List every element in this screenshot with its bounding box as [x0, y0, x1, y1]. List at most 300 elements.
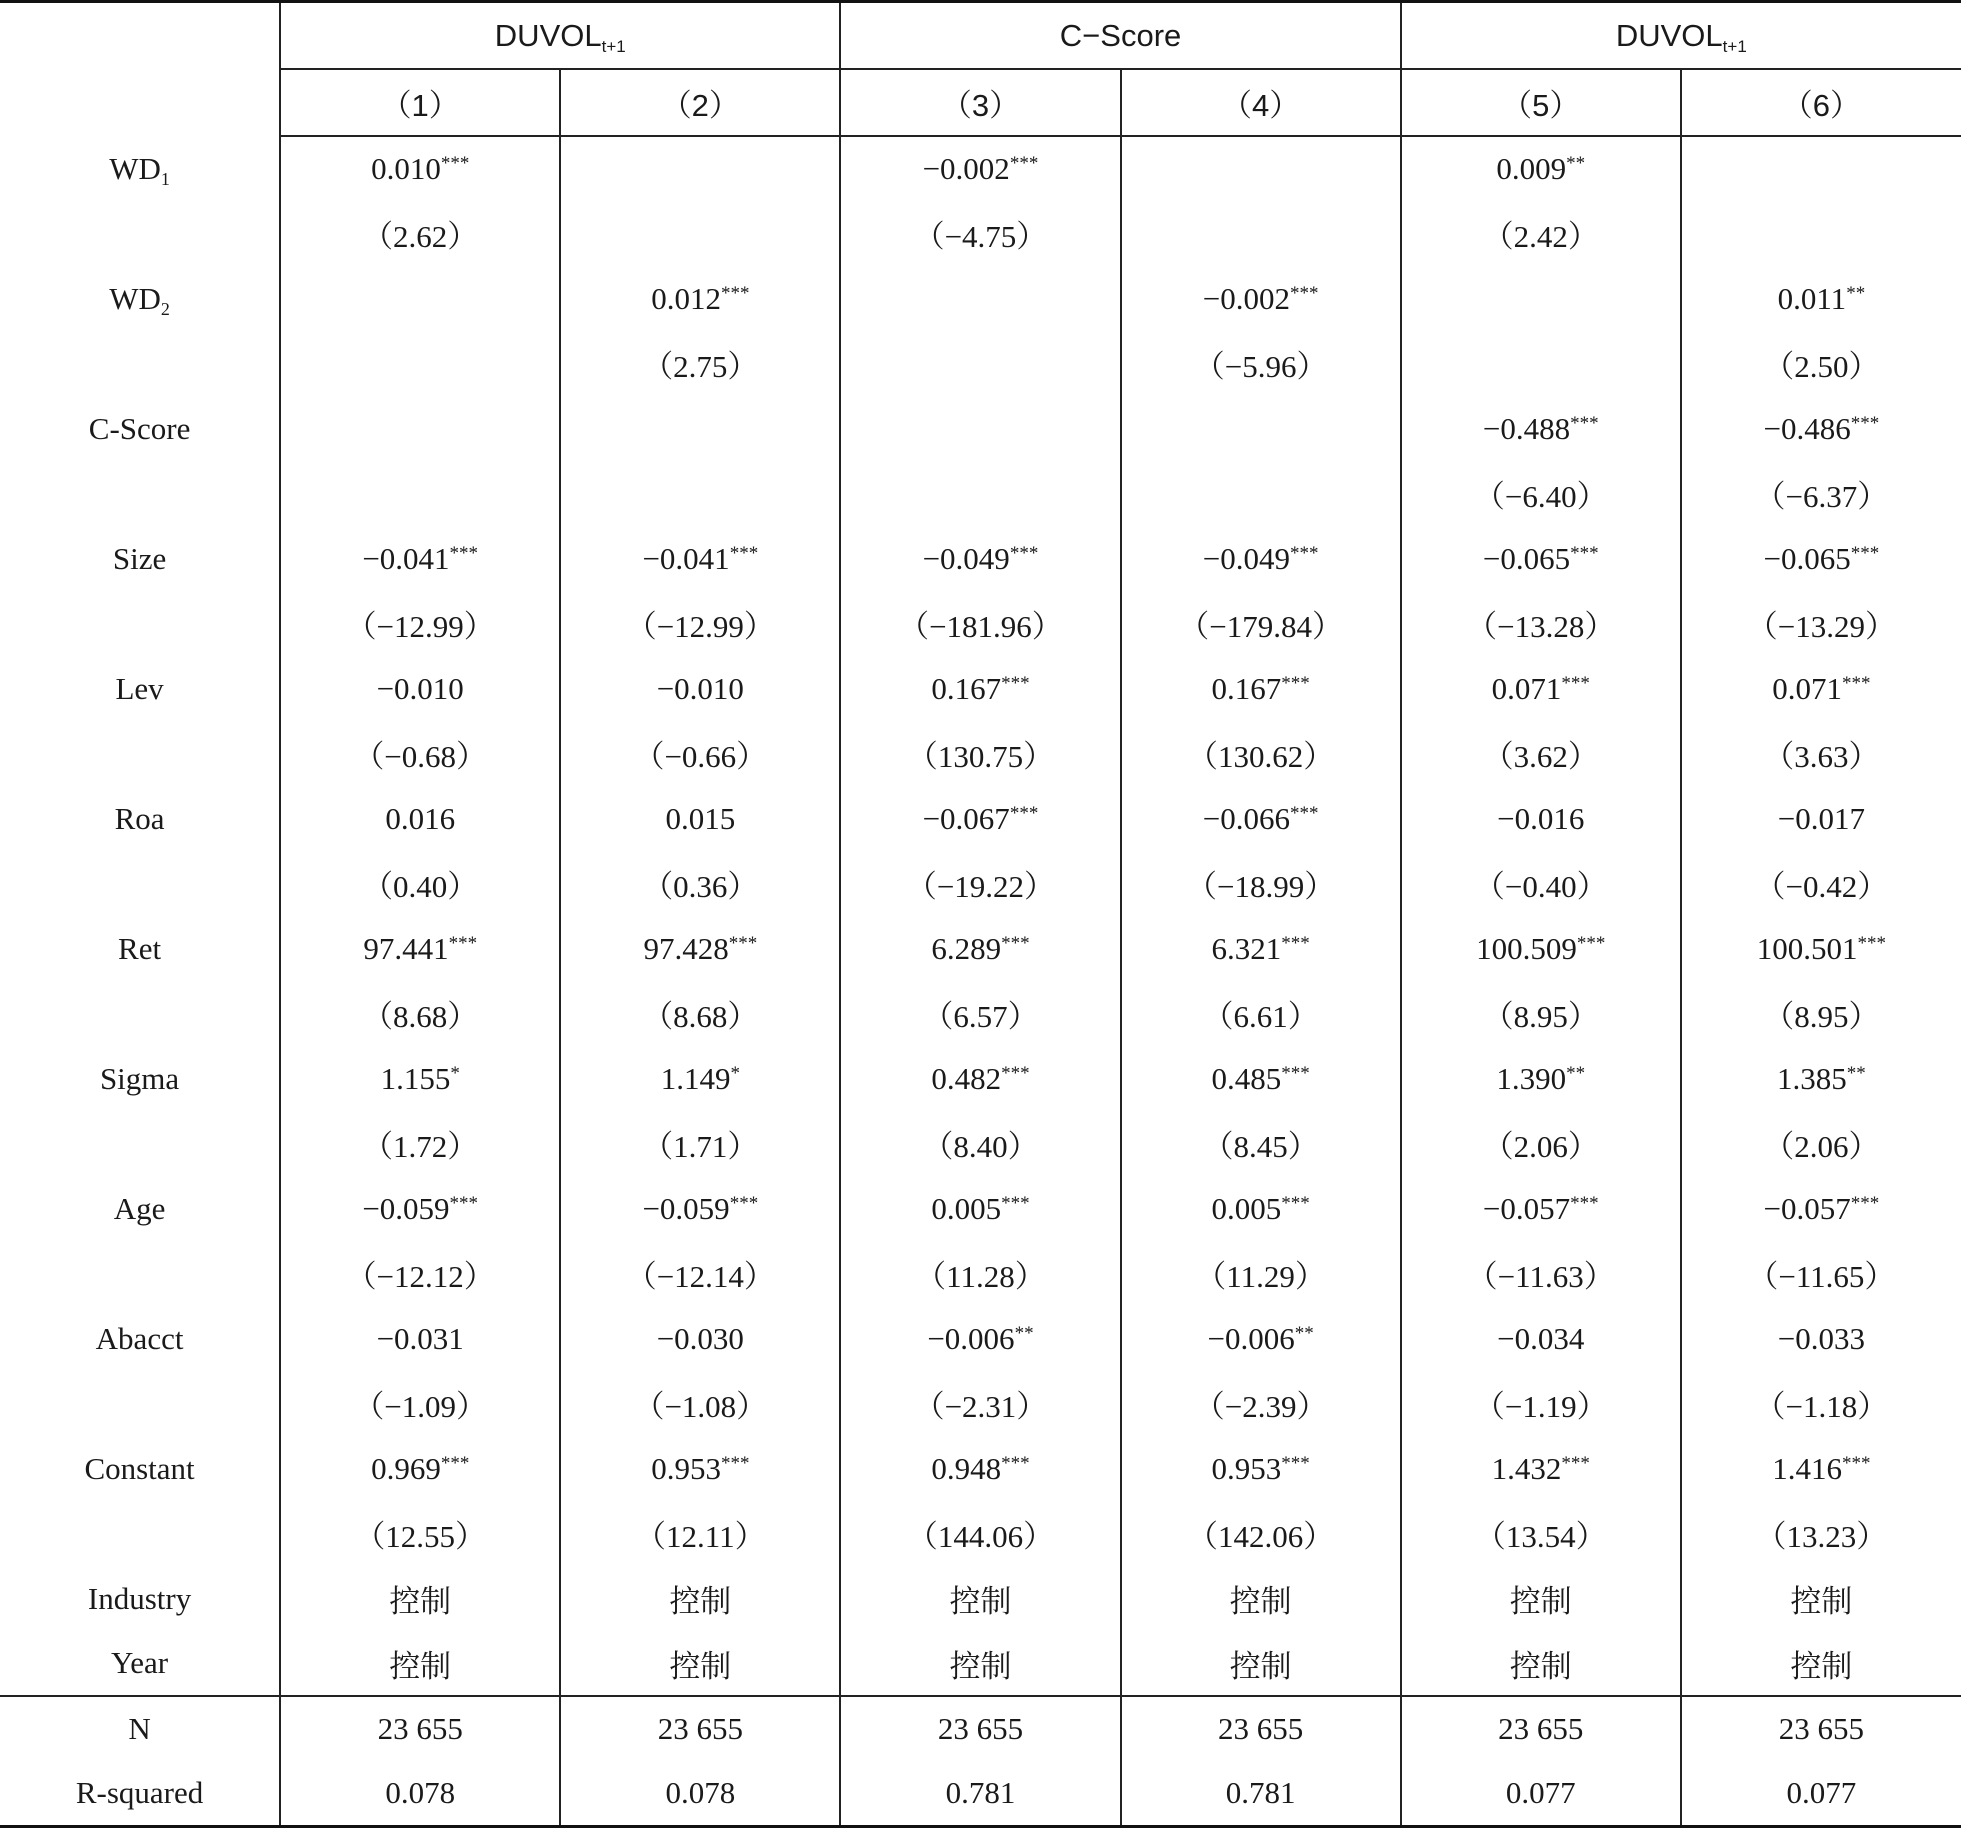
significance-stars: ***	[1001, 932, 1030, 954]
column-header: （6）	[1681, 69, 1961, 136]
t-stat-row	[0, 1501, 1961, 1566]
coef-cell	[560, 136, 840, 201]
stat-cell: 0.781	[840, 1761, 1120, 1826]
t-stat-cell: （12.11）	[560, 1501, 840, 1566]
coef-cell	[560, 526, 840, 591]
t-stat-cell	[560, 461, 840, 526]
coef-value: 0.948	[931, 1450, 1002, 1486]
t-stat-cell: （−4.75）	[840, 201, 1120, 266]
coef-cell	[1681, 266, 1961, 331]
control-cell: 控制	[1401, 1566, 1681, 1631]
significance-stars: ***	[1289, 802, 1319, 824]
coef-cell	[280, 1046, 560, 1111]
coef-value: 6.289	[931, 930, 1002, 966]
row-label-empty	[0, 331, 280, 396]
column-header: （4）	[1121, 69, 1401, 136]
coef-value: −0.065	[1482, 540, 1571, 576]
t-stat-row	[0, 331, 1961, 396]
row-label-empty	[0, 201, 280, 266]
group-header-duvol-1: DUVOLt+1	[280, 2, 840, 70]
t-stat-cell: （2.42）	[1401, 201, 1681, 266]
t-stat-row	[0, 201, 1961, 266]
coef-cell	[840, 1046, 1120, 1111]
t-stat-cell: （−6.40）	[1401, 461, 1681, 526]
coef-cell	[840, 916, 1120, 981]
coef-value: 0.167	[1211, 670, 1282, 706]
coef-value: 6.321	[1211, 930, 1282, 966]
coef-value: 0.011	[1777, 280, 1847, 316]
coef-value: −0.041	[642, 540, 730, 576]
control-cell: 控制	[1401, 1631, 1681, 1696]
t-stat-cell	[1121, 201, 1401, 266]
significance-stars: ***	[449, 1192, 479, 1214]
t-stat-cell: （2.50）	[1681, 331, 1961, 396]
stat-cell: 0.077	[1681, 1761, 1961, 1826]
t-stat-cell: （1.72）	[280, 1111, 560, 1176]
column-header: （5）	[1401, 69, 1681, 136]
coef-cell	[1681, 656, 1961, 721]
coef-cell	[1121, 1046, 1401, 1111]
coef-cell	[840, 266, 1120, 331]
t-stat-row	[0, 1371, 1961, 1436]
t-stat-cell: （13.54）	[1401, 1501, 1681, 1566]
significance-stars: **	[1566, 1062, 1586, 1084]
row-label	[0, 786, 280, 851]
coef-cell	[1681, 396, 1961, 461]
t-stat-cell: （8.95）	[1401, 981, 1681, 1046]
row-label-text: C-Score	[88, 410, 191, 446]
stub-header	[0, 2, 280, 137]
row-label	[0, 1306, 280, 1371]
coef-cell	[840, 1176, 1120, 1241]
coef-value: −0.016	[1497, 800, 1585, 836]
t-stat-cell: （−0.68）	[280, 721, 560, 786]
significance-stars: ***	[1281, 1062, 1310, 1084]
coef-value: −0.065	[1763, 540, 1851, 576]
coef-cell	[1681, 1306, 1961, 1371]
coef-cell	[560, 1436, 840, 1501]
coef-row	[0, 526, 1961, 591]
row-label-empty	[0, 981, 280, 1046]
coef-value: −0.002	[1202, 280, 1290, 316]
coef-cell	[1401, 1046, 1681, 1111]
coef-value: −0.057	[1763, 1190, 1851, 1226]
significance-stars: ***	[720, 1452, 750, 1474]
coef-cell	[840, 1436, 1120, 1501]
row-label-text: Abacct	[95, 1320, 184, 1356]
significance-stars: **	[1846, 1062, 1866, 1084]
coef-value: −0.059	[642, 1190, 730, 1226]
row-label-text: Constant	[84, 1450, 195, 1486]
t-stat-row	[0, 1241, 1961, 1306]
significance-stars: ***	[449, 542, 479, 564]
t-stat-cell: （−2.31）	[840, 1371, 1120, 1436]
control-cell: 控制	[280, 1631, 560, 1696]
coef-cell	[1121, 396, 1401, 461]
t-stat-row	[0, 851, 1961, 916]
t-stat-row	[0, 721, 1961, 786]
coef-cell	[840, 526, 1120, 591]
row-label	[0, 656, 280, 721]
control-cell: 控制	[560, 1566, 840, 1631]
t-stat-cell: （−179.84）	[1121, 591, 1401, 656]
row-label-empty	[0, 1241, 280, 1306]
coef-cell	[1401, 136, 1681, 201]
coef-cell	[280, 1306, 560, 1371]
column-header: （2）	[560, 69, 840, 136]
significance-stars: ***	[1001, 1452, 1030, 1474]
row-label-text: Size	[112, 540, 167, 576]
row-label-text: Ret	[118, 930, 162, 966]
t-stat-cell: （130.75）	[840, 721, 1120, 786]
t-stat-row	[0, 461, 1961, 526]
coef-value: −0.002	[922, 151, 1010, 186]
significance-stars: ***	[1001, 672, 1030, 694]
significance-stars: **	[1014, 1322, 1034, 1344]
significance-stars: ***	[1001, 1192, 1030, 1214]
t-stat-cell: （144.06）	[840, 1501, 1120, 1566]
coef-row	[0, 136, 1961, 201]
coef-cell	[1121, 1306, 1401, 1371]
control-cell: 控制	[1681, 1631, 1961, 1696]
coef-cell	[1401, 916, 1681, 981]
coef-cell	[1401, 786, 1681, 851]
coef-cell	[840, 1306, 1120, 1371]
coef-value: 0.969	[371, 1450, 441, 1486]
row-label-empty	[0, 591, 280, 656]
coef-cell	[840, 396, 1120, 461]
coef-cell	[1121, 1436, 1401, 1501]
coef-cell	[280, 526, 560, 591]
coef-cell	[1681, 136, 1961, 201]
coef-cell	[1681, 526, 1961, 591]
t-stat-cell: （−0.66）	[560, 721, 840, 786]
control-cell: 控制	[1681, 1566, 1961, 1631]
t-stat-row	[0, 591, 1961, 656]
coef-cell	[1121, 656, 1401, 721]
coef-cell	[1401, 656, 1681, 721]
t-stat-cell	[1681, 201, 1961, 266]
coef-cell	[280, 916, 560, 981]
column-header: （3）	[840, 69, 1120, 136]
significance-stars: ***	[1570, 1192, 1599, 1214]
coef-value: 0.953	[651, 1450, 721, 1486]
t-stat-cell: （142.06）	[1121, 1501, 1401, 1566]
coef-value: 0.485	[1211, 1060, 1282, 1096]
stat-label: R-squared	[0, 1761, 280, 1826]
column-header-row	[0, 69, 1961, 136]
significance-stars: ***	[1281, 672, 1310, 694]
coef-value: 0.012	[651, 280, 721, 316]
coef-value: 1.385	[1777, 1060, 1847, 1096]
coef-cell	[560, 396, 840, 461]
significance-stars: ***	[1570, 542, 1599, 564]
stat-cell: 0.781	[1121, 1761, 1401, 1826]
row-label	[0, 1436, 280, 1501]
t-stat-cell: （−1.18）	[1681, 1371, 1961, 1436]
coef-value: −0.017	[1777, 800, 1865, 836]
t-stat-cell: （−2.39）	[1121, 1371, 1401, 1436]
row-label-text: Age	[113, 1190, 166, 1226]
coef-row	[0, 1176, 1961, 1241]
coef-value: 100.509	[1476, 930, 1577, 966]
coef-value: −0.010	[656, 670, 744, 706]
coef-cell	[1121, 1176, 1401, 1241]
t-stat-cell: （−1.08）	[560, 1371, 840, 1436]
stat-cell: 23 655	[560, 1696, 840, 1761]
t-stat-cell: （8.40）	[840, 1111, 1120, 1176]
coef-row	[0, 266, 1961, 331]
coef-cell	[280, 396, 560, 461]
significance-stars: ***	[1561, 672, 1590, 694]
t-stat-cell: （−13.28）	[1401, 591, 1681, 656]
coef-value: 1.416	[1772, 1450, 1843, 1486]
significance-stars: ***	[1009, 802, 1039, 824]
significance-stars: **	[1566, 153, 1586, 174]
coef-value: −0.059	[362, 1190, 450, 1226]
row-label	[0, 266, 280, 331]
coef-value: −0.006	[1207, 1320, 1295, 1356]
t-stat-cell: （−6.37）	[1681, 461, 1961, 526]
t-stat-cell: （1.71）	[560, 1111, 840, 1176]
row-label-empty	[0, 721, 280, 786]
significance-stars: ***	[1001, 1062, 1030, 1084]
t-stat-cell: （6.61）	[1121, 981, 1401, 1046]
coef-cell	[560, 1046, 840, 1111]
stat-cell: 23 655	[280, 1696, 560, 1761]
control-label: Year	[0, 1631, 280, 1696]
t-stat-cell: （11.29）	[1121, 1241, 1401, 1306]
coef-row	[0, 1046, 1961, 1111]
coef-value: 1.149	[660, 1060, 731, 1096]
t-stat-cell: （−1.09）	[280, 1371, 560, 1436]
coef-cell	[560, 916, 840, 981]
coef-cell	[1681, 786, 1961, 851]
t-stat-cell: （2.62）	[280, 201, 560, 266]
coef-value: 0.005	[931, 1190, 1002, 1226]
t-stat-cell: （−0.40）	[1401, 851, 1681, 916]
coef-cell	[1681, 1046, 1961, 1111]
significance-stars: ***	[720, 282, 750, 304]
row-label	[0, 1176, 280, 1241]
control-cell: 控制	[1121, 1566, 1401, 1631]
coef-cell	[560, 786, 840, 851]
coef-cell	[280, 786, 560, 851]
coef-cell	[280, 136, 560, 201]
coef-value: 100.501	[1756, 930, 1858, 966]
coef-value: −0.041	[362, 540, 450, 576]
stat-row	[0, 1761, 1961, 1826]
coef-cell	[560, 266, 840, 331]
row-label-text: WD	[109, 150, 161, 186]
t-stat-cell: （−12.99）	[280, 591, 560, 656]
t-stat-cell	[840, 461, 1120, 526]
t-stat-cell: （12.55）	[280, 1501, 560, 1566]
coef-value: 97.441	[363, 930, 449, 966]
group-header-duvol-2: DUVOLt+1	[1401, 2, 1961, 70]
row-label	[0, 1046, 280, 1111]
coef-row	[0, 1436, 1961, 1501]
significance-stars: ***	[1576, 932, 1606, 954]
t-stat-cell: （−12.14）	[560, 1241, 840, 1306]
coef-value: 0.071	[1491, 670, 1562, 706]
row-label	[0, 396, 280, 461]
significance-stars: ***	[1570, 412, 1599, 434]
control-cell: 控制	[280, 1566, 560, 1631]
coef-cell	[840, 786, 1120, 851]
coef-cell	[840, 656, 1120, 721]
row-label-subscript: 1	[160, 168, 170, 189]
significance-stars: ***	[440, 153, 470, 174]
coef-value: −0.049	[922, 540, 1010, 576]
t-stat-cell: （−5.96）	[1121, 331, 1401, 396]
control-cell: 控制	[840, 1631, 1120, 1696]
coef-value: −0.034	[1497, 1320, 1585, 1356]
row-label-empty	[0, 461, 280, 526]
t-stat-cell: （0.36）	[560, 851, 840, 916]
significance-stars: ***	[1850, 412, 1880, 434]
control-cell: 控制	[560, 1631, 840, 1696]
t-stat-cell: （−1.19）	[1401, 1371, 1681, 1436]
coef-value: 0.009	[1496, 151, 1567, 186]
stat-cell: 0.078	[280, 1761, 560, 1826]
coef-value: −0.010	[376, 670, 464, 706]
coef-row	[0, 1306, 1961, 1371]
stat-cell: 23 655	[840, 1696, 1120, 1761]
row-label-text: WD	[109, 280, 161, 316]
row-label-empty	[0, 851, 280, 916]
t-stat-cell: （8.68）	[560, 981, 840, 1046]
coef-cell	[280, 1436, 560, 1501]
table-footer	[0, 1696, 1961, 1826]
significance-stars: ***	[728, 932, 758, 954]
coef-value: 0.482	[931, 1060, 1002, 1096]
significance-stars: **	[1294, 1322, 1314, 1344]
group-header-row	[0, 2, 1961, 70]
control-cell: 控制	[1121, 1631, 1401, 1696]
coef-value: 0.015	[665, 800, 736, 836]
significance-stars: ***	[1842, 1452, 1871, 1474]
t-stat-cell: （2.75）	[560, 331, 840, 396]
stat-cell: 23 655	[1121, 1696, 1401, 1761]
t-stat-cell: （−12.99）	[560, 591, 840, 656]
coef-cell	[1681, 1436, 1961, 1501]
coef-cell	[1401, 1176, 1681, 1241]
significance-stars: ***	[1009, 542, 1039, 564]
t-stat-cell: （−12.12）	[280, 1241, 560, 1306]
table-body	[0, 136, 1961, 1696]
control-row	[0, 1631, 1961, 1696]
significance-stars: ***	[1281, 1192, 1310, 1214]
t-stat-cell: （2.06）	[1401, 1111, 1681, 1176]
t-stat-cell: （−19.22）	[840, 851, 1120, 916]
coef-cell	[840, 136, 1120, 201]
control-label: Industry	[87, 1580, 192, 1616]
coef-value: 0.016	[385, 800, 456, 836]
significance-stars: ***	[448, 932, 478, 954]
significance-stars: ***	[1289, 282, 1319, 304]
coef-value: 0.071	[1772, 670, 1843, 706]
coef-cell	[1401, 526, 1681, 591]
coef-cell	[1121, 136, 1401, 201]
stat-cell: 0.077	[1401, 1761, 1681, 1826]
row-label-text: Roa	[114, 800, 165, 836]
t-stat-cell	[560, 201, 840, 266]
coef-row	[0, 916, 1961, 981]
coef-cell	[280, 1176, 560, 1241]
coef-row	[0, 396, 1961, 461]
control-cell: 控制	[840, 1566, 1120, 1631]
coef-cell	[1121, 786, 1401, 851]
coef-cell	[560, 1176, 840, 1241]
significance-stars: *	[730, 1062, 740, 1084]
coef-value: −0.049	[1202, 540, 1290, 576]
stat-cell: 0.078	[560, 1761, 840, 1826]
t-stat-cell: （2.06）	[1681, 1111, 1961, 1176]
t-stat-cell: （8.45）	[1121, 1111, 1401, 1176]
row-label	[0, 916, 280, 981]
significance-stars: ***	[1857, 932, 1887, 954]
t-stat-cell: （3.63）	[1681, 721, 1961, 786]
stat-row	[0, 1696, 1961, 1761]
row-label-text: Lev	[115, 670, 164, 706]
coef-value: 0.005	[1211, 1190, 1282, 1226]
significance-stars: **	[1846, 282, 1866, 304]
t-stat-cell: （3.62）	[1401, 721, 1681, 786]
row-label-empty	[0, 1371, 280, 1436]
coef-value: −0.067	[922, 800, 1010, 836]
significance-stars: ***	[1281, 932, 1310, 954]
coef-cell	[1401, 1436, 1681, 1501]
t-stat-cell: （130.62）	[1121, 721, 1401, 786]
coef-value: 0.010	[371, 151, 441, 186]
coef-value: −0.066	[1202, 800, 1290, 836]
coef-cell	[1401, 396, 1681, 461]
t-stat-cell	[840, 331, 1120, 396]
coef-value: 1.432	[1491, 1450, 1562, 1486]
t-stat-cell: （0.40）	[280, 851, 560, 916]
coef-cell	[1681, 1176, 1961, 1241]
coef-value: 0.167	[931, 670, 1002, 706]
coef-value: −0.030	[656, 1320, 744, 1356]
significance-stars: *	[450, 1062, 460, 1084]
row-label-empty	[0, 1501, 280, 1566]
coef-cell	[1121, 266, 1401, 331]
t-stat-cell: （−11.65）	[1681, 1241, 1961, 1306]
stat-cell: 23 655	[1681, 1696, 1961, 1761]
row-label-empty	[0, 1111, 280, 1176]
t-stat-cell: （8.68）	[280, 981, 560, 1046]
significance-stars: ***	[440, 1452, 470, 1474]
t-stat-cell: （13.23）	[1681, 1501, 1961, 1566]
significance-stars: ***	[1561, 1452, 1590, 1474]
stat-label: N	[128, 1711, 151, 1746]
t-stat-row	[0, 1111, 1961, 1176]
significance-stars: ***	[729, 1192, 759, 1214]
row-label	[0, 136, 280, 201]
coef-value: 0.953	[1211, 1450, 1282, 1486]
coef-cell	[560, 656, 840, 721]
coef-cell	[560, 1306, 840, 1371]
t-stat-cell: （−11.63）	[1401, 1241, 1681, 1306]
coef-cell	[1121, 526, 1401, 591]
coef-cell	[1681, 916, 1961, 981]
coef-cell	[1121, 916, 1401, 981]
significance-stars: ***	[1850, 1192, 1880, 1214]
t-stat-cell: （−181.96）	[840, 591, 1120, 656]
coef-value: 1.390	[1496, 1060, 1567, 1096]
t-stat-cell	[1401, 331, 1681, 396]
